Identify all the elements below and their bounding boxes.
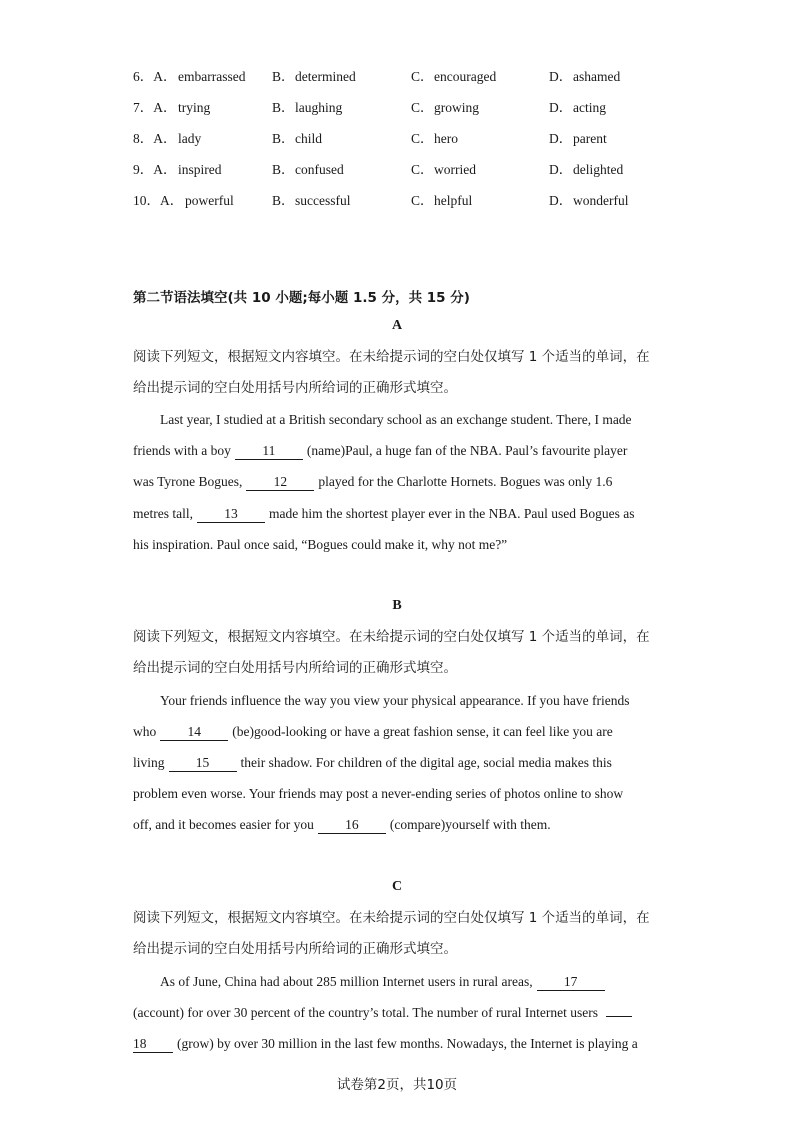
instruction-line: 给出提示词的空白处用括号内所给词的正确形式填空。 [133,660,457,676]
blank-14[interactable]: 14 [160,724,228,741]
instruction-line: 阅读下列短文，根据短文内容填空。在未给提示词的空白处仅填写 1 个适当的单词，在 [133,910,650,926]
passage-c-instructions [133,903,673,965]
option-c-label: C． [411,100,434,115]
option-d: ashamed [573,69,621,84]
option-d-label: D． [549,162,573,177]
passage-a-line-3 [133,472,673,492]
question-number: 7．A． [133,100,177,115]
instruction-line: 阅读下列短文，根据短文内容填空。在未给提示词的空白处仅填写 1 个适当的单词，在 [133,349,650,365]
option-c-label: C． [411,193,434,208]
text: (grow) by over 30 million in the last few months. Nowadays, the Internet is playing a [177,1036,638,1051]
option-c: helpful [434,193,473,208]
option-a: lady [178,131,202,146]
blank-18-start[interactable] [606,1016,632,1017]
text: (be)good-looking or have a great fashion sense, it can feel like you are [232,724,613,739]
option-b-label: B． [272,162,295,177]
passage-c-line-1 [133,972,700,992]
option-b: determined [295,69,356,84]
option-b-label: B． [272,193,295,208]
blank-13[interactable]: 13 [197,506,265,523]
option-c: growing [434,100,479,115]
blank-15[interactable]: 15 [169,755,237,772]
passage-b-line-4: problem even worse. Your friends may post a never-ending series of photos online to show [133,786,624,801]
option-a: powerful [185,193,234,208]
text: (compare)yourself with them. [389,817,551,832]
option-b: child [295,131,322,146]
option-c-label: C． [411,162,434,177]
passage-a-instructions [133,342,673,404]
instruction-line: 阅读下列短文，根据短文内容填空。在未给提示词的空白处仅填写 1 个适当的单词，在 [133,629,650,645]
question-number: 8．A． [133,131,177,146]
option-c-label: C． [411,131,434,146]
blank-11[interactable]: 11 [235,443,303,460]
text: played for the Charlotte Hornets. Bogues was only 1.6 [318,474,613,489]
blank-17[interactable]: 17 [537,974,605,991]
option-b: laughing [295,100,343,115]
text: metres tall, [133,506,193,521]
blank-18[interactable]: 18 [133,1036,173,1053]
section-title: 第二节语法填空(共 10 小题;每小题 1.5 分，共 15 分) [133,290,470,306]
text: friends with a boy [133,443,231,458]
option-d: delighted [573,162,624,177]
passage-a-line-4 [133,504,673,524]
text: off, and it becomes easier for you [133,817,314,832]
question-number: 6．A． [133,69,177,84]
passage-b-instructions [133,622,673,684]
instruction-line: 给出提示词的空白处用括号内所给词的正确形式填空。 [133,941,457,957]
option-a: embarrassed [178,69,246,84]
question-number: 9．A． [133,162,177,177]
option-d-label: D． [549,100,573,115]
option-c: encouraged [434,69,497,84]
text: was Tyrone Bogues, [133,474,243,489]
option-c-label: C． [411,69,434,84]
option-d: acting [573,100,606,115]
option-d-label: D． [549,131,573,146]
option-a: inspired [178,162,222,177]
passage-c-heading: C [391,879,403,894]
instruction-line: 给出提示词的空白处用括号内所给词的正确形式填空。 [133,380,457,396]
text: (name)Paul, a huge fan of the NBA. Paul’s favourite player [306,443,628,458]
passage-b-line-2 [133,722,673,742]
text: As of June, China had about 285 million Internet users in rural areas, [160,974,533,989]
option-c: hero [434,131,458,146]
option-d: parent [573,131,607,146]
option-d-label: D． [549,69,573,84]
text: their shadow. For children of the digital age, social media makes this [240,755,612,770]
option-a: trying [178,100,211,115]
text: (account) for over 30 percent of the country’s total. The number of rural Internet users [133,1005,598,1020]
passage-a-heading: A [391,318,403,333]
passage-c-line-2 [133,1003,673,1023]
text: who [133,724,157,739]
blank-12[interactable]: 12 [246,474,314,491]
text: living [133,755,165,770]
option-b: confused [295,162,344,177]
passage-b-line-1: Your friends influence the way you view your physical appearance. If you have friends [160,693,630,708]
option-d-label: D． [549,193,573,208]
question-number: 10．A． [133,193,184,208]
option-b: successful [295,193,351,208]
passage-b-line-3 [133,753,673,773]
option-b-label: B． [272,69,295,84]
passage-c-line-3 [133,1034,673,1054]
passage-b-line-5 [133,815,673,835]
passage-a-line-2 [133,441,673,461]
option-d: wonderful [573,193,629,208]
text: made him the shortest player ever in the NBA. Paul used Bogues as [268,506,635,521]
page-footer: 试卷第2页，共10页 [336,1077,458,1093]
passage-b-heading: B [392,598,402,613]
passage-a-line-1: Last year, I studied at a British secondary school as an exchange student. There, I made [160,412,632,427]
passage-a-line-5: his inspiration. Paul once said, “Bogues could make it, why not me?” [133,537,508,552]
option-c: worried [434,162,476,177]
option-b-label: B． [272,131,295,146]
blank-16[interactable]: 16 [318,817,386,834]
option-b-label: B． [272,100,295,115]
